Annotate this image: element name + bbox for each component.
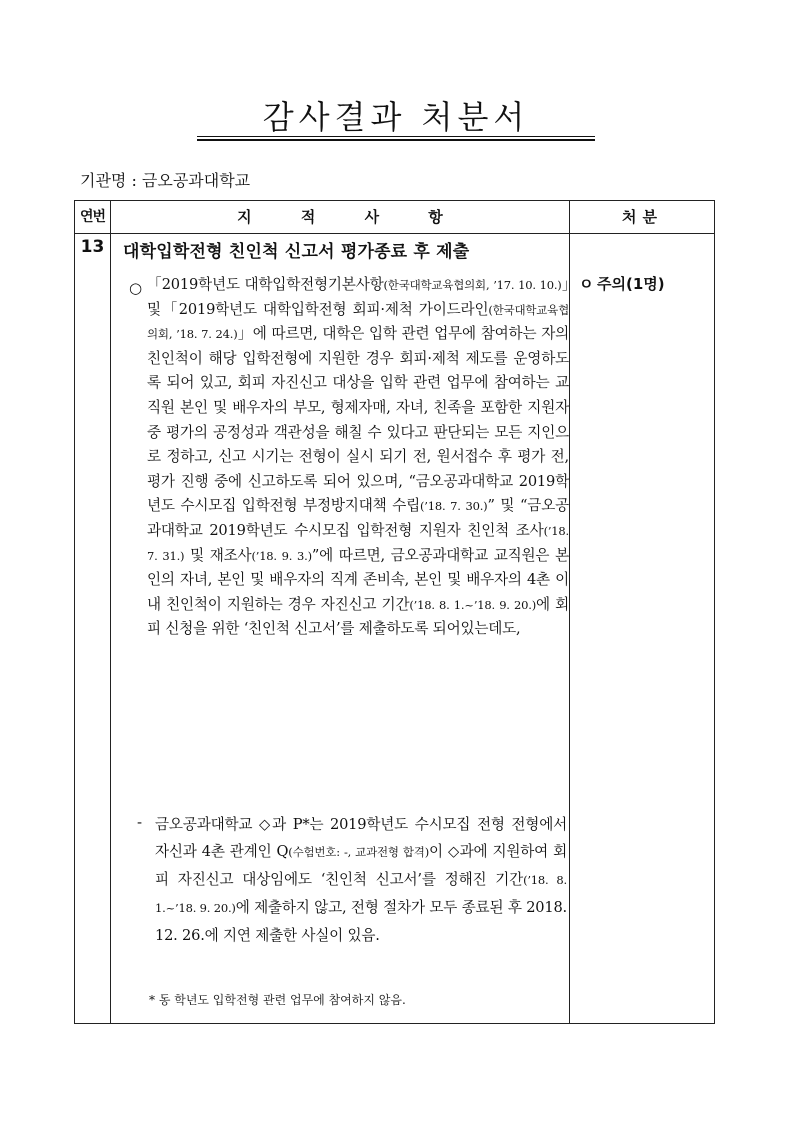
finding-heading: 대학입학전형 친인척 신고서 평가종료 후 제출 (123, 242, 470, 262)
findings-table (74, 200, 715, 1024)
para-text: 」및「2019학년도 대학입학전형 회피·제척 가이드라인 (147, 276, 569, 318)
document-title: 감사결과 처분서 (262, 98, 530, 136)
para-text: ”에 따르면, 금오공과대학교 교직원은 본인의 자녀, 본인 및 배우자의 직계 존비속, 본인 및 배우자의 4촌 이내 친인척이 지원하는 경우 자진신고 기간 (147, 546, 569, 613)
header-action: 처분 (622, 208, 663, 226)
para-text: 에 회피 신청을 위한 ‘친인척 신고서’를 제출하도록 되어있는데도, (147, 595, 569, 638)
column-divider (110, 201, 111, 1023)
para-text: 」에 따르면, 대학은 입학 관련 업무에 참여하는 자의 친인척이 해당 입학전형에 지원한 경우 회피·제척 제도를 운영하도록 되어 있고, 회피 자진신고 대상을 입학 관련 업무에 참여하는 교직원 본인 및 배우자의 부모, 형제자매, 자녀, 친족을 포함한 지원자 중 평가의 공정성과 객관성을 해칠 수 있다고 판단되는 모든 지인으로 정하고, 신고 시기는 전형이 실시 되기 전, 원서접수 후 평가 전, 평가 진행 중에 신고하도록 되어 있으며, “금오공과대학교 2019학년도 수시모집 입학전형 부정방지대책 수립 (147, 325, 569, 515)
para-text: 「2019학년도 대학입학전형기본사항 (147, 276, 384, 293)
finding-paragraph-detail (155, 811, 567, 949)
header-divider (75, 233, 714, 234)
para-citation: (수험번호: -, 교과전형 합격) (288, 845, 429, 859)
footnote: * 동 학년도 입학전형 관련 업무에 참여하지 않음. (149, 993, 406, 1007)
row-number: 13 (80, 237, 105, 257)
action-marker: ㅇ (579, 275, 594, 293)
para-citation: (’18. 9. 3.) (251, 548, 312, 563)
dash-marker: - (137, 813, 143, 831)
para-text: 금오공과대학교 ◇과 P*는 2019학년도 수시모집 전형 전형에서 자신과 4촌 관계인 Q (155, 816, 567, 860)
finding-paragraph-main (147, 273, 569, 642)
action-cell (579, 273, 709, 294)
header-number: 연번 (79, 209, 106, 225)
para-citation: (’18. 8. 1.~’18. 9. 20.) (409, 597, 536, 612)
para-text: 에 제출하지 않고, 전형 절차가 모두 종료된 후 2018. 12. 26.에 지연 제출한 사실이 있음. (155, 899, 567, 944)
para-citation: (’18. 7. 31.) (147, 523, 569, 563)
header-findings: 지 적 사 항 (237, 208, 443, 226)
title-underline-thick (197, 139, 595, 141)
para-text: 이 ◇과에 지원하여 회피 자진신고 대상임에도 ‘친인척 신고서’를 정해진 기간 (155, 843, 567, 888)
para-citation: (한국대학교육협의회, ’18. 7. 24.) (147, 302, 569, 342)
column-divider (569, 201, 570, 1023)
action-text: 주의(1명) (597, 275, 665, 293)
para-text: ” 및 “금오공과대학교 2019학년도 수시모집 입학전형 지원자 친인척 조사 (147, 497, 569, 539)
bullet-circle-icon: ○ (129, 279, 143, 297)
agency-name: 기관명 : 금오공과대학교 (80, 171, 251, 190)
title-underline (197, 136, 595, 137)
para-citation: (한국대학교육협의회, ’17. 10. 10.) (383, 278, 562, 292)
para-citation: (’18. 8. 1.~’18. 9. 20.) (155, 873, 567, 915)
para-text: 및 재조사 (184, 546, 252, 564)
para-citation: (’18. 7. 30.) (420, 499, 488, 514)
